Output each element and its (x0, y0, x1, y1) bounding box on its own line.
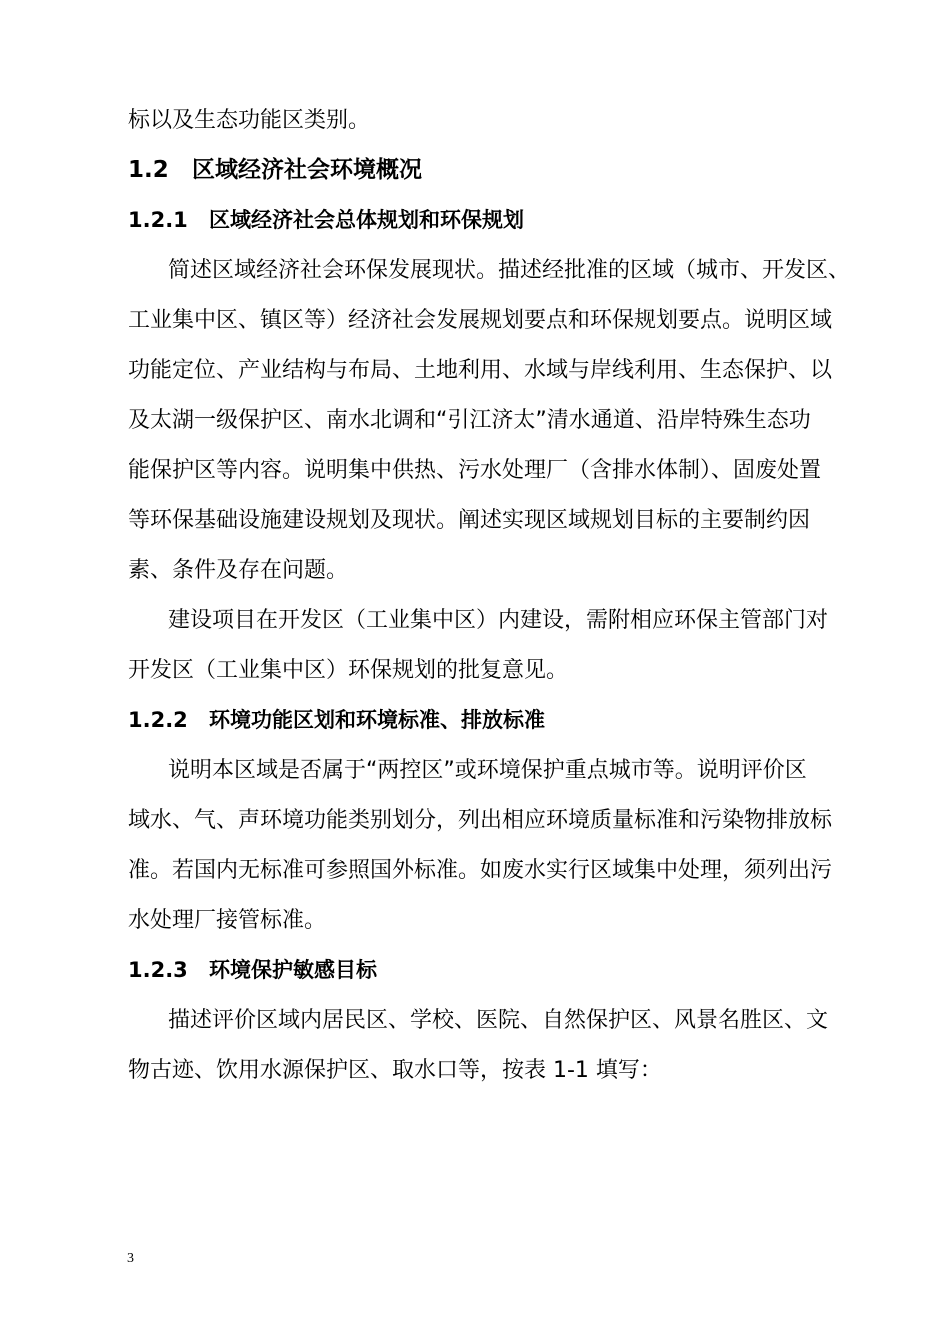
paragraph-line: 及太湖一级保护区、南水北调和“引江济太”清水通道、沿岸特殊生态功 (128, 408, 811, 433)
paragraph-line: 等环保基础设施建设规划及现状。阐述实现区域规划目标的主要制约因 (128, 508, 811, 533)
section-heading-1-2-2 (128, 708, 834, 733)
section-number: 1.2 (128, 157, 169, 183)
paragraph-line: 描述评价区域内居民区、学校、医院、自然保护区、风景名胜区、文 (168, 1008, 829, 1033)
section-title: 环境功能区划和环境标准、排放标准 (209, 708, 545, 732)
section-heading-1-2 (128, 158, 834, 183)
paragraph-line: 工业集中区、镇区等）经济社会发展规划要点和环保规划要点。说明区域 (128, 308, 833, 333)
section-number: 1.2.2 (128, 708, 188, 732)
paragraph (128, 1008, 834, 1083)
paragraph-line: 物古迹、饮用水源保护区、取水口等，按表 1-1 填写： (128, 1058, 662, 1083)
paragraph-line: 素、条件及存在问题。 (128, 558, 349, 583)
paragraph (128, 258, 851, 583)
paragraph-line: 域水、气、声环境功能类别划分，列出相应环境质量标准和污染物排放标 (128, 808, 833, 833)
document-page (128, 108, 851, 1083)
section-title: 区域经济社会总体规划和环保规划 (209, 208, 524, 232)
paragraph (128, 758, 834, 933)
paragraph-line: 建设项目在开发区（工业集中区）内建设，需附相应环保主管部门对 (168, 608, 829, 633)
section-heading-1-2-3 (128, 958, 834, 983)
paragraph-line: 功能定位、产业结构与布局、土地利用、水域与岸线利用、生态保护、以 (128, 358, 833, 383)
paragraph (128, 608, 834, 683)
paragraph-line: 水处理厂接管标准。 (128, 908, 327, 933)
page-number: 3 (127, 1251, 134, 1266)
section-number: 1.2.3 (128, 958, 188, 982)
section-title: 区域经济社会环境概况 (192, 157, 422, 183)
lead-text: 标以及生态功能区类别。 (128, 108, 371, 133)
paragraph-line: 说明本区域是否属于“两控区”或环境保护重点城市等。说明评价区 (168, 758, 807, 783)
paragraph-line: 简述区域经济社会环保发展现状。描述经批准的区域（城市、开发区、 (168, 258, 851, 283)
section-title: 环境保护敏感目标 (209, 958, 377, 982)
section-heading-1-2-1 (128, 208, 834, 233)
section-number: 1.2.1 (128, 208, 188, 232)
paragraph-line: 准。若国内无标准可参照国外标准。如废水实行区域集中处理，须列出污 (128, 858, 833, 883)
paragraph-line: 开发区（工业集中区）环保规划的批复意见。 (128, 658, 569, 683)
paragraph-line: 能保护区等内容。说明集中供热、污水处理厂（含排水体制）、固废处置 (128, 458, 822, 483)
